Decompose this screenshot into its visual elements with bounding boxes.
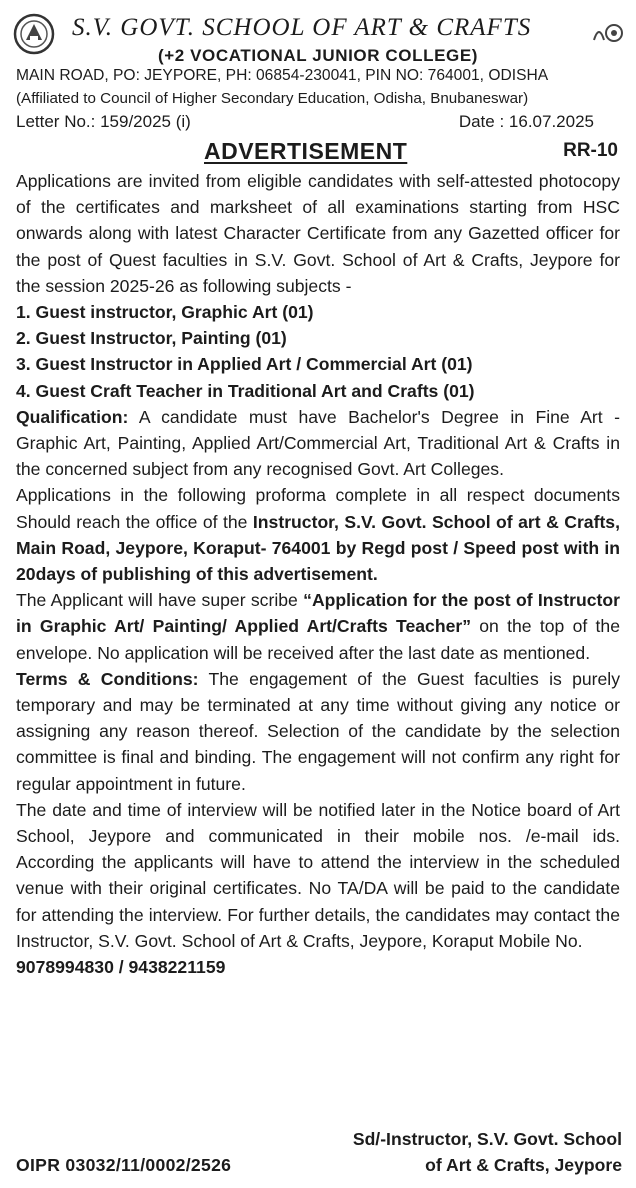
signatory-line-1: Sd/-Instructor, S.V. Govt. School <box>352 1129 622 1149</box>
list-item: 1. Guest instructor, Graphic Art (01) <box>16 302 314 323</box>
list-item: 2. Guest Instructor, Painting (01) <box>16 328 287 349</box>
terms-label: Terms & Conditions: <box>16 668 199 689</box>
list-item: 3. Guest Instructor in Applied Art / Commercial Art (01) <box>16 354 473 375</box>
school-name: S.V. GOVT. SCHOOL OF ART & CRAFTS <box>72 14 532 41</box>
letter-number: Letter No.: 159/2025 (i) <box>16 112 191 131</box>
footer <box>16 1124 622 1184</box>
qualification-text: A candidate must have Bachelor's Degree in Fine Art - Graphic Art, Painting, Applied Art/Commercial Art, Traditional Art & Crafts in the concerned subject from any recognised Govt. Art Colleges. <box>16 406 620 480</box>
application-paragraph <box>16 482 620 587</box>
advertisement-title: ADVERTISEMENT <box>204 138 408 164</box>
advertisement-body <box>16 168 620 980</box>
ornament-icon <box>590 18 624 48</box>
signatory-line-2: of Art & Crafts, Jeypore <box>425 1155 622 1175</box>
masthead <box>16 6 620 65</box>
oipr-number: OIPR 03032/11/0002/2526 <box>16 1155 232 1175</box>
letter-date: Date : 16.07.2025 <box>458 112 594 131</box>
qualification-label: Qualification: <box>16 406 129 427</box>
superscribe-text: The Applicant will have super scribe <box>16 590 304 611</box>
application-address: Instructor, S.V. Govt. School of art & Crafts, Main Road, Jeypore, Koraput- 764001 by Regd post / Speed post with in 20days of publishing of this advertisement. <box>16 511 620 585</box>
superscribe-tail: on the top of the envelope. No application will be received after the last date as mentioned. <box>16 616 620 663</box>
sub-title: (+2 VOCATIONAL JUNIOR COLLEGE) <box>157 46 479 65</box>
qualification-paragraph <box>16 404 620 483</box>
superscribe-title: “Application for the post of Instructor in Graphic Art/ Painting/ Applied Art/Crafts Teacher” <box>16 590 620 637</box>
contact-phone: 9078994830 / 9438221159 <box>16 957 226 978</box>
interview-paragraph: The date and time of interview will be notified later in the Notice board of Art School, Jeypore and communicated in their mobile nos. /e-mail ids. According the applicants will have to attend the interview in the scheduled venue with their original certificates. No TA/DA will be paid to the candidate for attending the interview. For further details, the candidates may contact the Instructor, S.V. Govt. School of Art & Crafts, Jeypore, Koraput Mobile No. <box>16 799 620 951</box>
list-item: 4. Guest Craft Teacher in Traditional Art and Crafts (01) <box>16 380 475 401</box>
advertisement-heading-row <box>16 138 620 168</box>
school-address: MAIN ROAD, PO: JEYPORE, PH: 06854-230041, PIN NO: 764001, ODISHA <box>16 67 549 84</box>
terms-text: The engagement of the Guest faculties is purely temporary and may be terminated at any time without giving any notice or assigning any reason thereof. Selection of the candidate by the selection committee is final and binding. The engagement will not confirm any right for regular appointment in future. <box>16 668 620 794</box>
application-text: Applications in the following proforma complete in all respect documents Should reach the office of the <box>16 485 620 532</box>
superscribe-paragraph <box>16 587 620 666</box>
affiliation-line: (Affiliated to Council of Higher Secondary Education, Odisha, Bnubaneswar) <box>16 90 529 107</box>
intro-paragraph: Applications are invited from eligible candidates with self-attested photocopy of the certificates and marksheet of all examinations starting from HSC onwards along with latest Character Certificate from any Gazetted officer for the post of Quest faculties in S.V. Govt. School of Art & Crafts, Jeypore for the session 2025-26 as following subjects - <box>16 171 620 296</box>
terms-paragraph <box>16 666 620 797</box>
reference-code: RR-10 <box>563 140 618 161</box>
subjects-list <box>16 299 620 404</box>
letter-row <box>16 110 620 134</box>
